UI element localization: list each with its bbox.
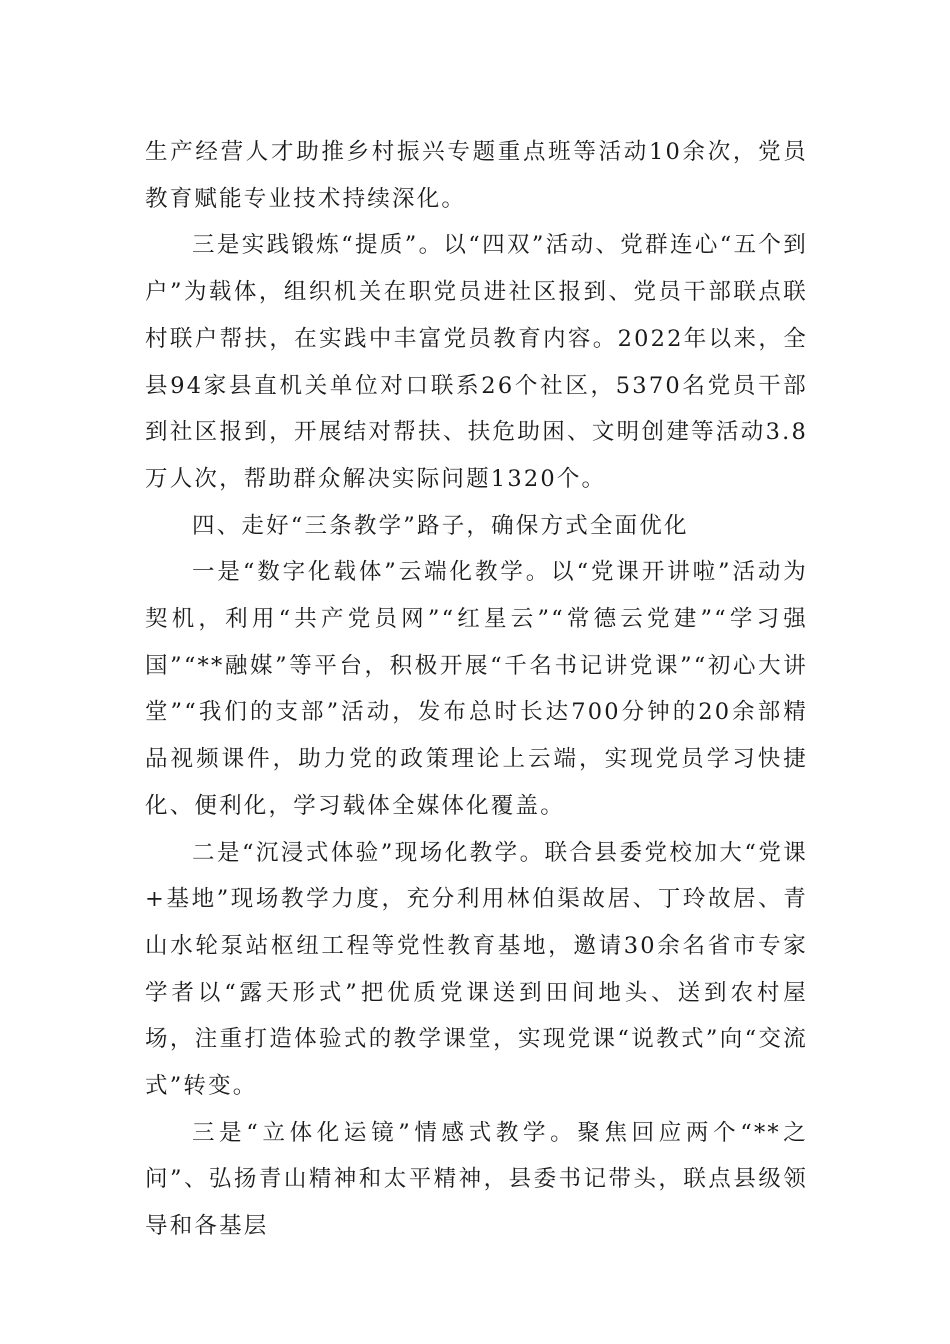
paragraph-4: 一是“数字化载体”云端化教学。以“党课开讲啦”活动为契机，利用“共产党员网”“红星云”“常德云党建”“学习强国”“**融媒”等平台，积极开展“千名书记讲党课”“初心大讲堂”“我们的支部”活动，发布总时长达700分钟的20余部精品视频课件，助力党的政策理论上云端，实现党员学习快捷化、便利化，学习载体全媒体化覆盖。	[145, 559, 808, 819]
paragraph-2: 三是实践锻炼“提质”。以“四双”活动、党群连心“五个到户”为载体，组织机关在职党员进社区报到、党员干部联点联村联户帮扶，在实践中丰富党员教育内容。2022年以来，全县94家县直机关单位对口联系26个社区，5370名党员干部到社区报到，开展结对帮扶、扶危助困、文明创建等活动3.8万人次，帮助群众解决实际问题1320个。	[145, 232, 808, 492]
paragraph-6: 三是“立体化运镜”情感式教学。聚焦回应两个“**之问”、弘扬青山精神和太平精神，县委书记带头，联点县级领导和各基层	[145, 1119, 808, 1240]
document-body	[145, 129, 808, 1250]
paragraph-5: 二是“沉浸式体验”现场化教学。联合县委党校加大“党课+基地”现场教学力度，充分利用林伯渠故居、丁玲故居、青山水轮泵站枢纽工程等党性教育基地，邀请30余名省市专家学者以“露天形式”把优质党课送到田间地头、送到农村屋场，注重打造体验式的教学课堂，实现党课“说教式”向“交流式”转变。	[145, 839, 808, 1100]
section-heading-4: 四、走好“三条教学”路子，确保方式全面优化	[192, 512, 689, 539]
paragraph-1: 生产经营人才助推乡村振兴专题重点班等活动10余次，党员教育赋能专业技术持续深化。	[145, 139, 808, 212]
